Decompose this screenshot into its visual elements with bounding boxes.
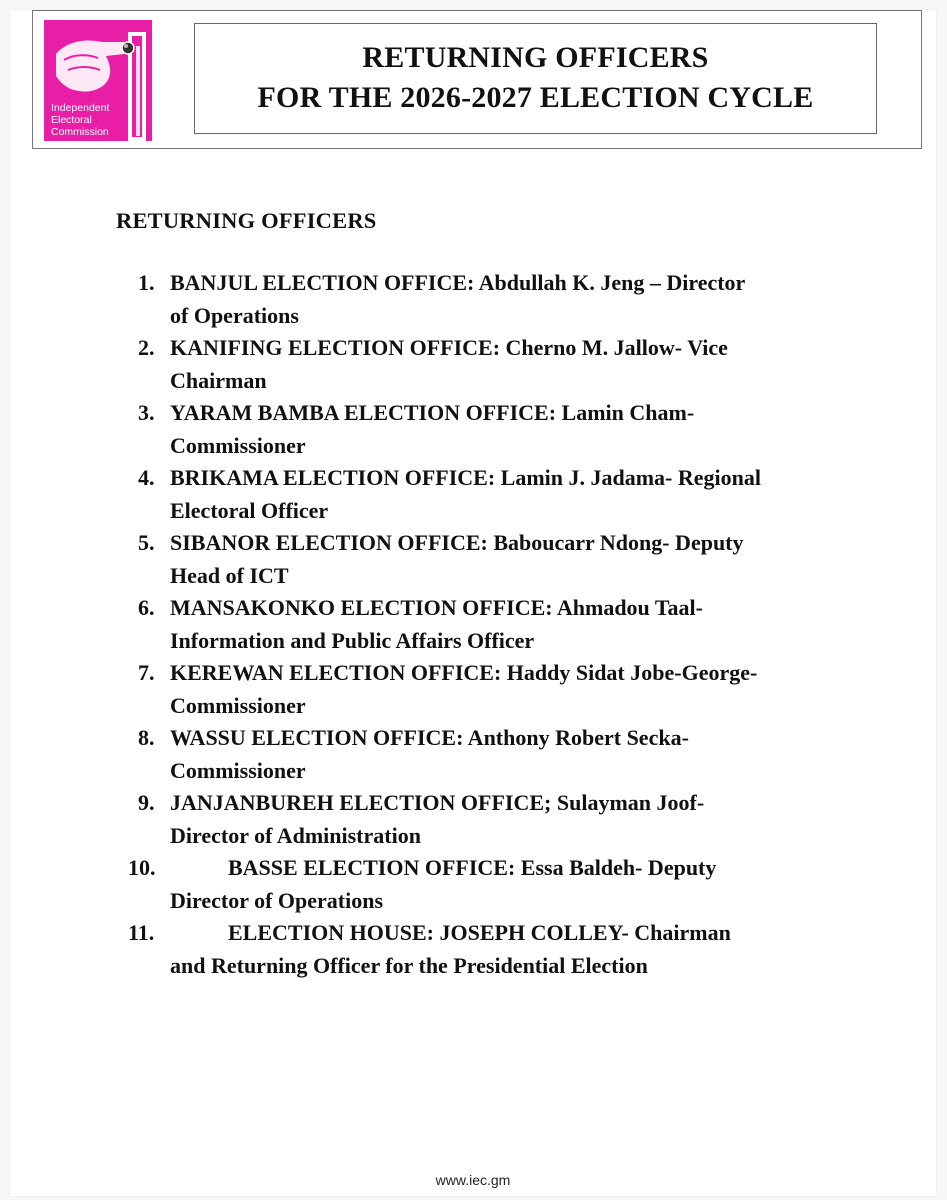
list-item-line-1: BRIKAMA ELECTION OFFICE: Lamin J. Jadama- Regional [170, 465, 761, 490]
list-item-line-1: JANJANBUREH ELECTION OFFICE; Sulayman Joof- [170, 790, 705, 815]
list-item-line-1: KEREWAN ELECTION OFFICE: Haddy Sidat Jobe-George- [170, 660, 758, 685]
list-item-number: 9. [138, 790, 155, 815]
list-item-line-1: SIBANOR ELECTION OFFICE: Baboucarr Ndong- Deputy [170, 530, 744, 555]
list-item-line-2: Commissioner [170, 757, 306, 783]
footer-url: www.iec.gm [435, 1172, 511, 1188]
document-header [32, 10, 922, 149]
list-item [138, 332, 838, 397]
list-item [138, 527, 838, 592]
logo-text-line: Independent [51, 102, 110, 114]
title-box [194, 23, 877, 134]
list-item-line-2: Head of ICT [170, 562, 289, 588]
list-item-number: 11. [128, 920, 155, 945]
iec-logo [44, 20, 152, 141]
logo-text-line: Commission [51, 126, 109, 138]
logo-text [51, 102, 151, 138]
list-item [138, 397, 838, 462]
list-item-line-2: Director of Administration [170, 822, 421, 848]
list-item-number: 5. [138, 530, 155, 555]
list-item-number: 10. [128, 855, 156, 880]
list-item [138, 462, 838, 527]
list-item-line-2: and Returning Officer for the Presidential Election [170, 952, 648, 978]
list-item-line-1: ELECTION HOUSE: JOSEPH COLLEY- Chairman [228, 920, 731, 945]
list-item [138, 787, 838, 852]
list-item [138, 267, 838, 332]
list-item-line-2: Chairman [170, 367, 267, 393]
document-page [10, 10, 936, 1196]
list-item-line-1: BASSE ELECTION OFFICE: Essa Baldeh- Deputy [228, 855, 717, 880]
list-item-line-2: Commissioner [170, 432, 306, 458]
list-item-line-1: YARAM BAMBA ELECTION OFFICE: Lamin Cham- [170, 400, 695, 425]
list-item [138, 657, 838, 722]
list-item-line-2: Director of Operations [170, 887, 384, 913]
list-item-line-2: Information and Public Affairs Officer [170, 627, 535, 653]
section-heading: RETURNING OFFICERS [116, 208, 377, 233]
list-item-line-1: BANJUL ELECTION OFFICE: Abdullah K. Jeng – Director [170, 270, 746, 295]
returning-officers-list [128, 267, 838, 982]
list-item-number: 7. [138, 660, 155, 685]
list-item-number: 1. [138, 270, 155, 295]
document-title-line-1: RETURNING OFFICERS [362, 41, 709, 74]
list-item [138, 722, 838, 787]
list-item-line-2: Commissioner [170, 692, 306, 718]
list-item-number: 8. [138, 725, 155, 750]
list-item [128, 917, 838, 982]
list-item [128, 852, 838, 917]
list-item-line-2: of Operations [170, 302, 299, 328]
list-item-line-1: WASSU ELECTION OFFICE: Anthony Robert Secka- [170, 725, 689, 750]
list-item-number: 4. [138, 465, 155, 490]
list-item-number: 3. [138, 400, 155, 425]
list-item-line-2: Electoral Officer [170, 497, 329, 523]
list-item [138, 592, 838, 657]
list-item-line-1: MANSAKONKO ELECTION OFFICE: Ahmadou Taal- [170, 595, 703, 620]
list-item-number: 2. [138, 335, 155, 360]
document-title-line-2: FOR THE 2026-2027 ELECTION CYCLE [257, 81, 814, 114]
list-item-number: 6. [138, 595, 155, 620]
logo-text-line: Electoral [51, 114, 92, 126]
list-item-line-1: KANIFING ELECTION OFFICE: Cherno M. Jallow- Vice [170, 335, 728, 360]
